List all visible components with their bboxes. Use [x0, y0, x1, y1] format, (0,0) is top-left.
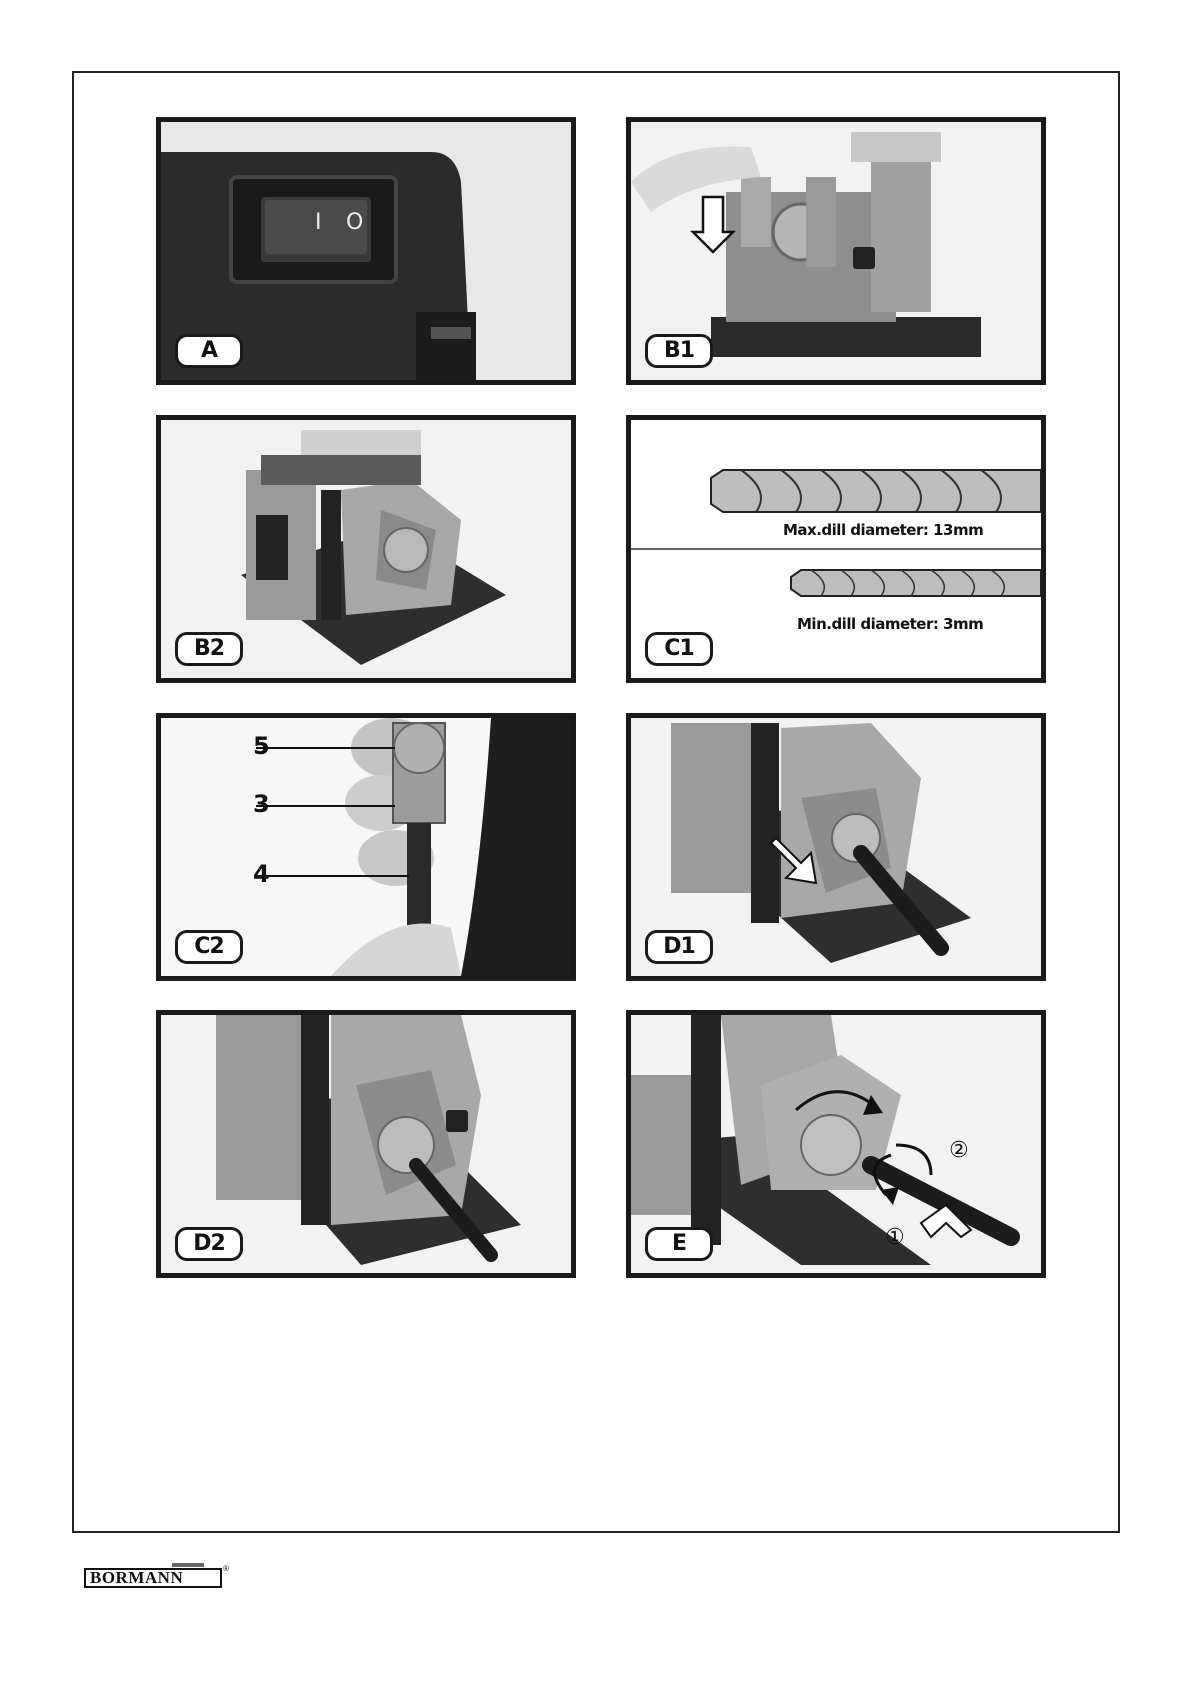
brand-logo: [84, 1560, 229, 1590]
panel-b1: [626, 117, 1046, 385]
step-1-marker: ①: [885, 1225, 905, 1250]
brand-name: BORMANN: [90, 1568, 184, 1587]
panel-c1: [626, 415, 1046, 683]
panel-d1: [626, 713, 1046, 981]
min-drill-diameter-text: Min.dill diameter: 3mm: [797, 615, 984, 633]
logo-accent-bar: [172, 1563, 204, 1567]
panel-c2: [156, 713, 576, 981]
panel-label: D2: [175, 1227, 243, 1261]
panel-d2: [156, 1010, 576, 1278]
max-drill-diameter-text: Max.dill diameter: 13mm: [783, 521, 984, 539]
panel-label: A: [175, 334, 243, 368]
panel-label: B1: [645, 334, 713, 368]
registered-mark: ®: [223, 1564, 229, 1573]
panel-label: C2: [175, 930, 243, 964]
panel-label: B2: [175, 632, 243, 666]
callout-3: 3: [253, 790, 270, 818]
panel-a: [156, 117, 576, 385]
switch-off-symbol: O: [346, 210, 364, 235]
panel-label: D1: [645, 930, 713, 964]
switch-on-symbol: I: [315, 210, 322, 235]
panel-label: E: [645, 1227, 713, 1261]
callout-5: 5: [253, 732, 270, 760]
panel-b2: [156, 415, 576, 683]
panel-e: [626, 1010, 1046, 1278]
step-2-marker: ②: [949, 1138, 969, 1163]
callout-4: 4: [253, 860, 270, 888]
panel-label: C1: [645, 632, 713, 666]
